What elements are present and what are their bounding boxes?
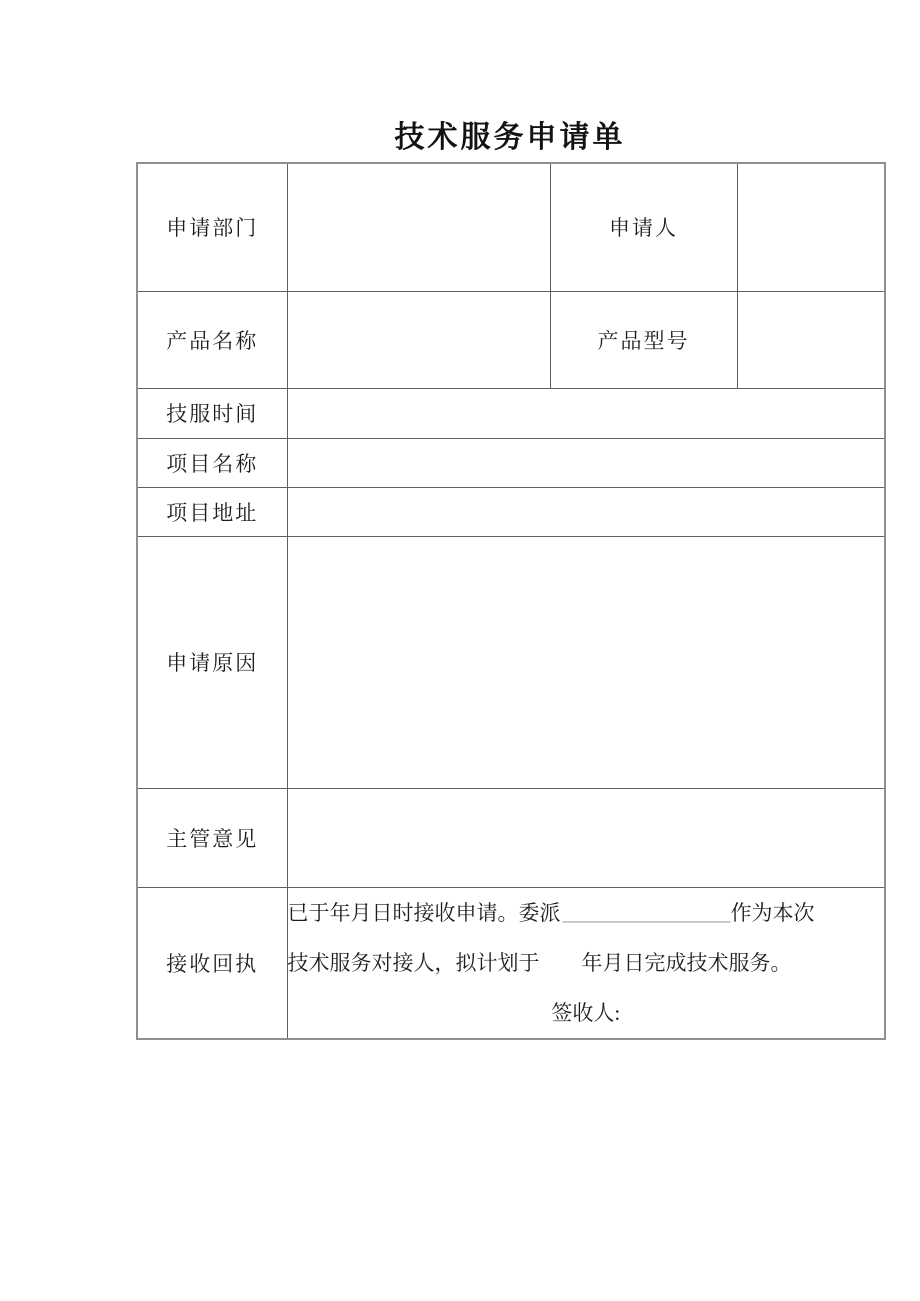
apply-reason-label: 申请原因 (137, 536, 287, 788)
supervisor-opinion-input-cell[interactable] (287, 788, 885, 887)
receipt-label: 接收回执 (137, 887, 287, 1039)
row-project-address (137, 487, 885, 536)
row-apply-reason (137, 536, 885, 788)
page-title: 技术服务申请单 (394, 121, 626, 154)
row-project-name (137, 438, 885, 487)
project-address-label: 项目地址 (137, 487, 287, 536)
apply-department-input-cell[interactable] (287, 163, 550, 291)
service-time-input-cell[interactable] (287, 388, 885, 438)
signer-label[interactable]: 签收人: (551, 1000, 621, 1025)
delegate-name-blank[interactable]: ________________ (562, 900, 731, 925)
supervisor-opinion-label: 主管意见 (137, 788, 287, 887)
product-model-label: 产品型号 (550, 291, 737, 388)
row-apply-department (137, 163, 885, 291)
project-address-input-cell[interactable] (287, 487, 885, 536)
row-supervisor-opinion (137, 788, 885, 887)
application-form-table (136, 162, 886, 1040)
receipt-content-cell[interactable] (287, 887, 885, 1039)
receipt-line1-prefix: 已于年月日时接收申请。委派 (287, 900, 561, 925)
applicant-input-cell[interactable] (737, 163, 885, 291)
apply-department-label: 申请部门 (137, 163, 287, 291)
product-name-input-cell[interactable] (287, 291, 550, 388)
row-receipt (137, 887, 885, 1039)
apply-reason-input-cell[interactable] (287, 536, 885, 788)
product-model-input-cell[interactable] (737, 291, 885, 388)
applicant-label: 申请人 (550, 163, 737, 291)
row-service-time (137, 388, 885, 438)
service-time-label: 技服时间 (137, 388, 287, 438)
product-name-label: 产品名称 (137, 291, 287, 388)
receipt-line1-suffix: 作为本次 (730, 900, 815, 925)
receipt-line-2: 技术服务对接人，拟计划于 年月日完成技术服务。 (287, 950, 792, 975)
receipt-line-1 (288, 888, 885, 938)
project-name-label: 项目名称 (137, 438, 287, 487)
project-name-input-cell[interactable] (287, 438, 885, 487)
row-product (137, 291, 885, 388)
